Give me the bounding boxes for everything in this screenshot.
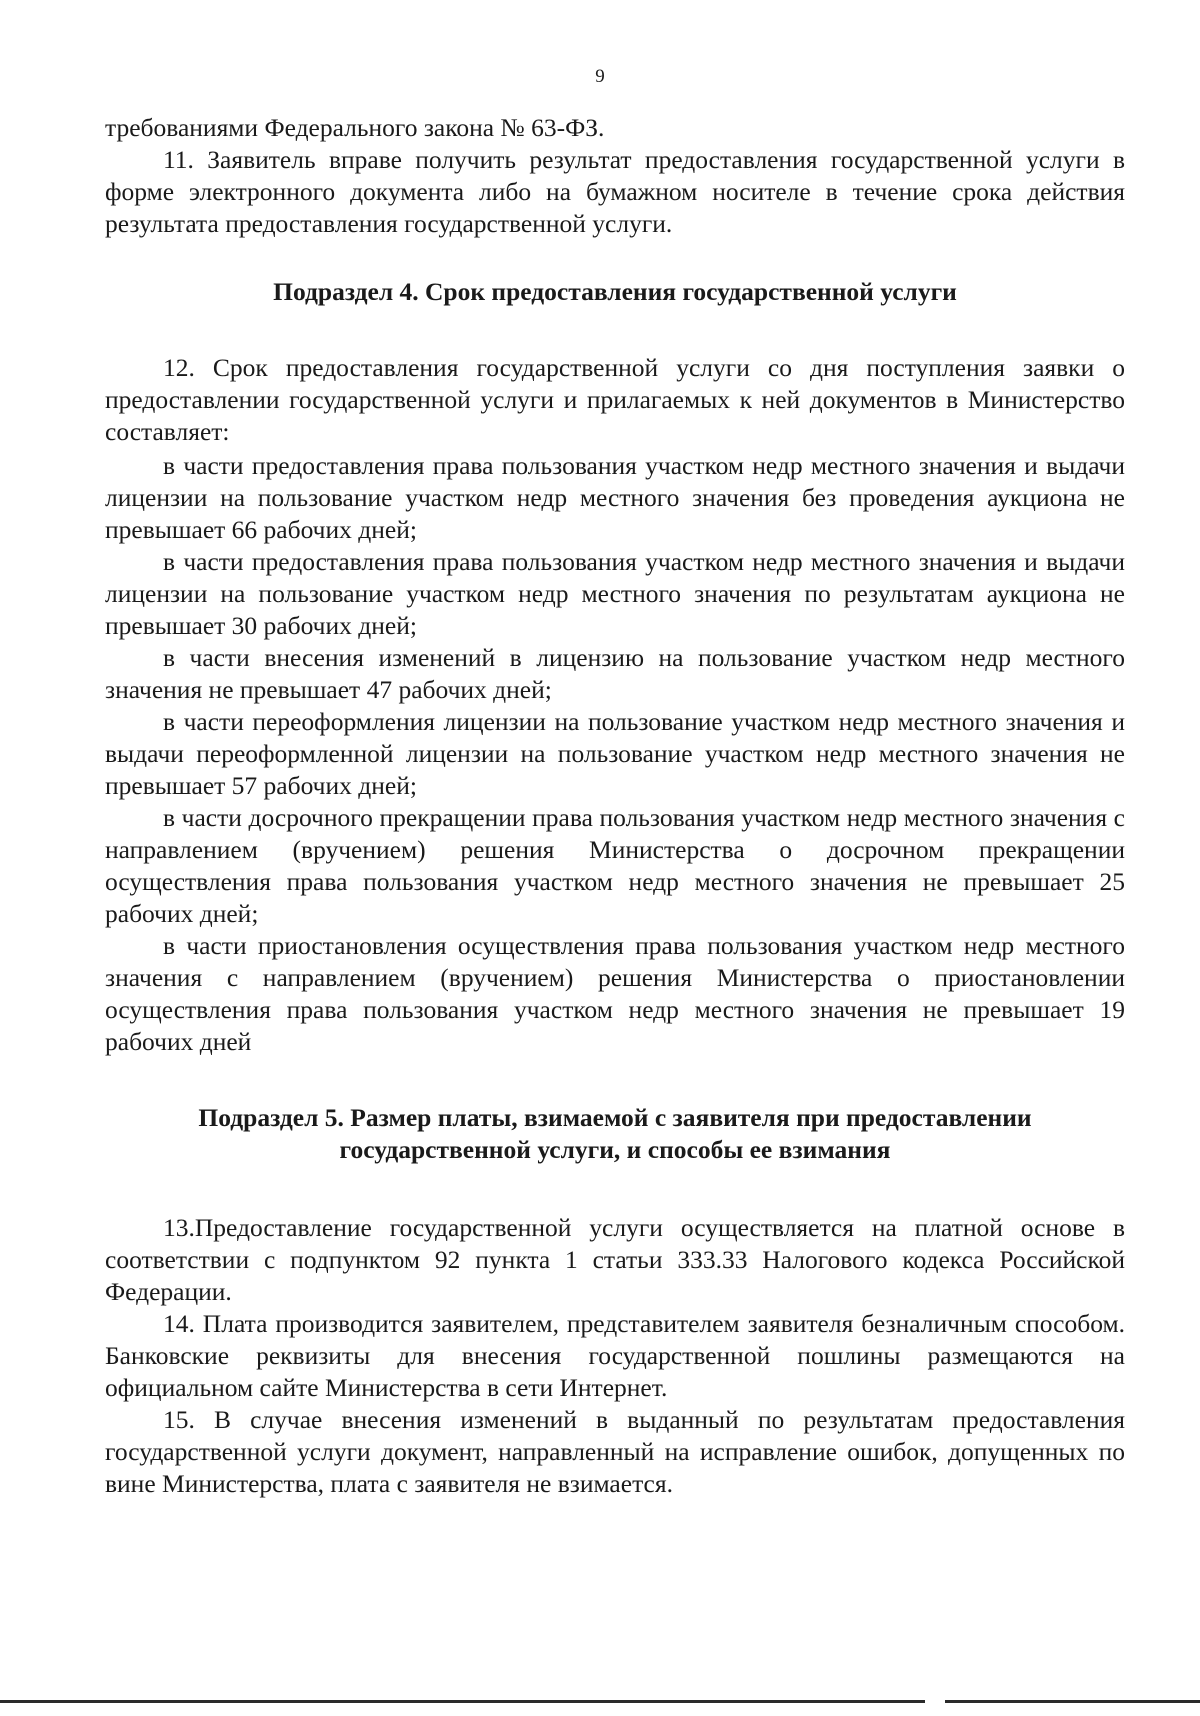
paragraph-12-item-f: в части приостановления осуществления права пользования участком недр местного значения с направлением (вручением) решения Министерства о приостановлении осуществления права пользования участком недр местного значения не превышает 19 рабочих дней <box>105 931 1125 1056</box>
subsection-4-heading: Подраздел 4. Срок предоставления государственной услуги <box>273 277 957 306</box>
subsection-5-heading <box>105 1102 1125 1166</box>
paragraph-12-item-a: в части предоставления права пользования участком недр местного значения и выдачи лицензии на пользование участком недр местного значения без проведения аукциона не превышает 66 рабочих дней; <box>105 451 1125 544</box>
paragraph-12-item-d: в части переоформления лицензии на пользование участком недр местного значения и выдачи переоформленной лицензии на пользование участком недр местного значения не превышает 57 рабочих дней; <box>105 707 1125 800</box>
scan-edge-line-left <box>0 1700 925 1703</box>
document-body <box>105 112 1125 1500</box>
subsection-5-heading-line-2: государственной услуги, и способы ее взимания <box>339 1135 891 1164</box>
paragraph-11: 11. Заявитель вправе получить результат предоставления государственной услуги в форме электронного документа либо на бумажном носителе в течение срока действия результата предоставления государственной услуги. <box>105 145 1125 238</box>
subsection-5-heading-line-1: Подраздел 5. Размер платы, взимаемой с заявителя при предоставлении <box>198 1103 1032 1132</box>
page-number: 9 <box>595 66 605 87</box>
scan-edge-line-right <box>945 1700 1200 1703</box>
paragraph-12-item-e: в части досрочного прекращении права пользования участком недр местного значения с направлением (вручением) решения Министерства о досрочном прекращении осуществления права пользования участком недр местного значения не превышает 25 рабочих дней; <box>105 803 1125 928</box>
paragraph-12-item-c: в части внесения изменений в лицензию на пользование участком недр местного значения не превышает 47 рабочих дней; <box>105 643 1125 704</box>
paragraph-14: 14. Плата производится заявителем, представителем заявителя безналичным способом. Банковские реквизиты для внесения государственной пошлины размещаются на официальном сайте Министерства в сети Интернет. <box>105 1309 1125 1402</box>
paragraph-12-item-b: в части предоставления права пользования участком недр местного значения и выдачи лицензии на пользование участком недр местного значения по результатам аукциона не превышает 30 рабочих дней; <box>105 547 1125 640</box>
paragraph-15: 15. В случае внесения изменений в выданный по результатам предоставления государственной услуги документ, направленный на исправление ошибок, допущенных по вине Министерства, плата с заявителя не взимается. <box>105 1405 1125 1498</box>
paragraph-13: 13.Предоставление государственной услуги осуществляется на платной основе в соответствии с подпунктом 92 пункта 1 статьи 333.33 Налогового кодекса Российской Федерации. <box>105 1213 1125 1306</box>
paragraph-intro: требованиями Федерального закона № 63-ФЗ. <box>105 113 605 142</box>
paragraph-12: 12. Срок предоставления государственной услуги со дня поступления заявки о предоставлении государственной услуги и прилагаемых к ней документов в Министерство составляет: <box>105 353 1125 446</box>
